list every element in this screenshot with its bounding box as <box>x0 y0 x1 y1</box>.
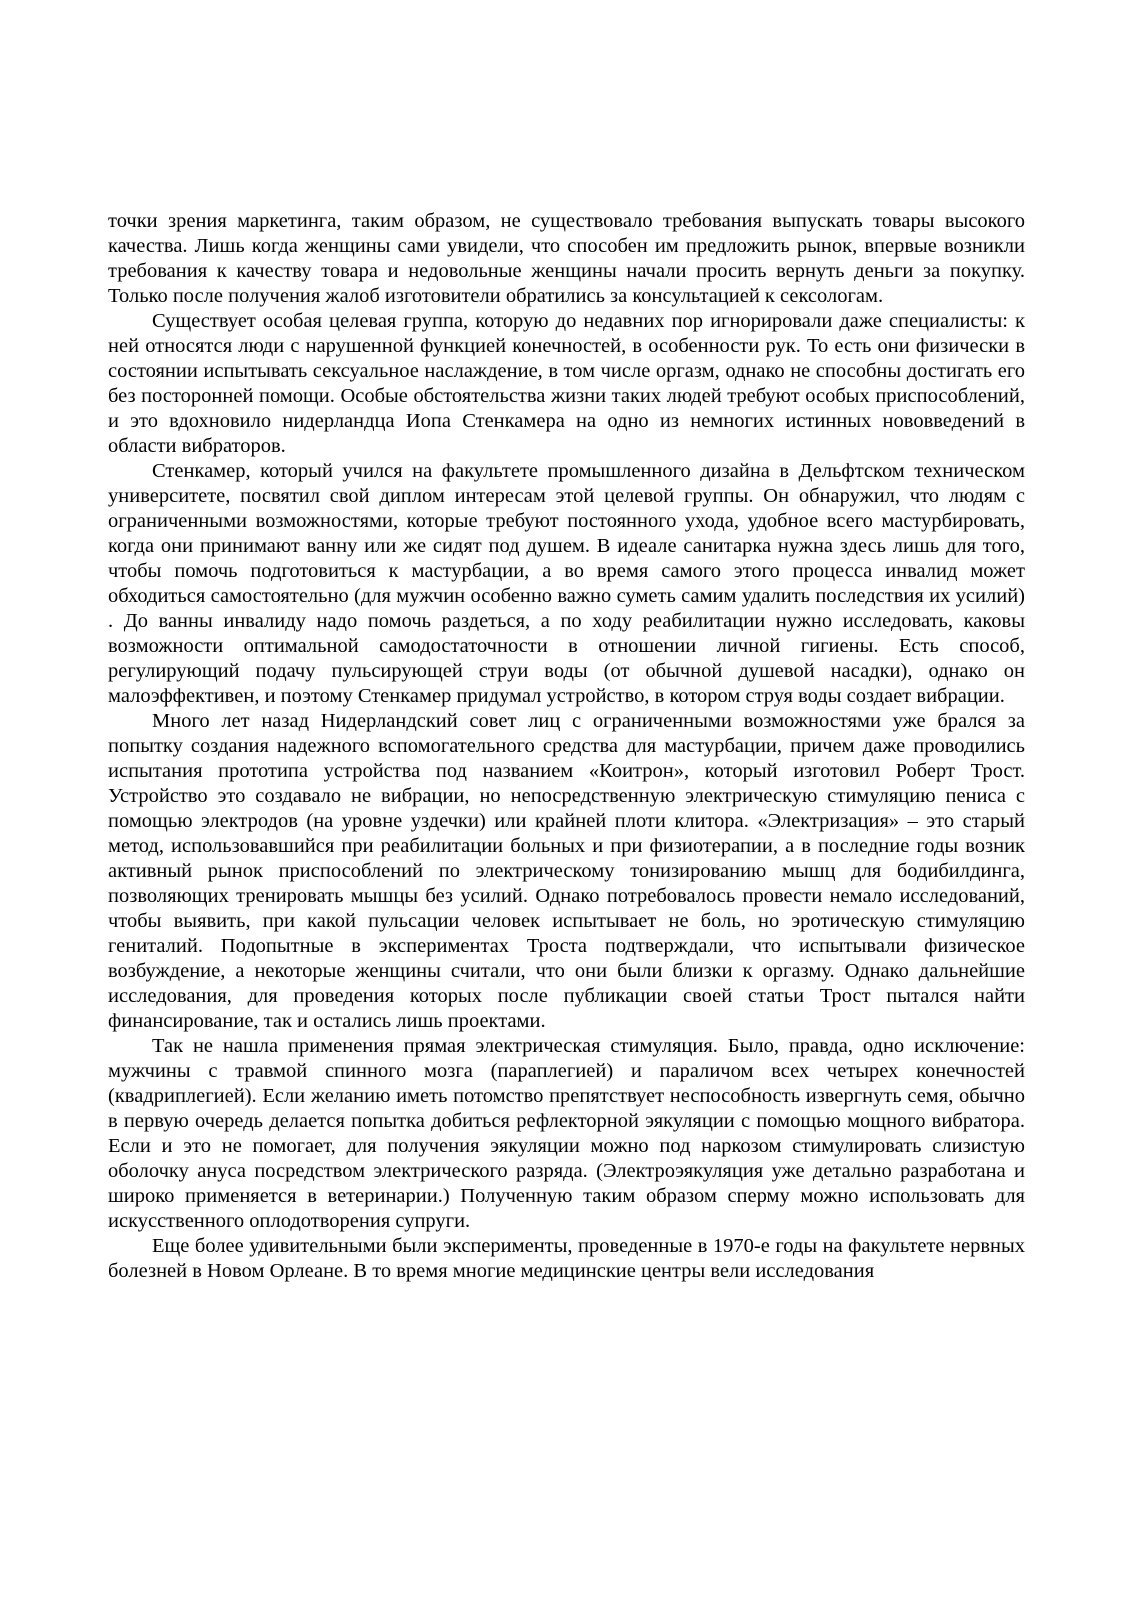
document-body <box>108 209 1025 1284</box>
paragraph: Много лет назад Нидерландский совет лиц с ограниченными возможностями уже брался за попытку создания надежного вспомогательного средства для мастурбации, причем даже проводились испытания прототипа устройства под названием «Коитрон», который изготовил Роберт Трост. Устройство это создавало не вибрации, но непосредственную электрическую стимуляцию пениса с помощью электродов (на уровне уздечки) или крайней плоти клитора. «Электризация» – это старый метод, использовавшийся при реабилитации больных и при физиотерапии, а в последние годы возник активный рынок приспособлений по электрическому тонизированию мышц для бодибилдинга, позволяющих тренировать мышцы без усилий. Однако потребовалось провести немало исследований, чтобы выявить, при какой пульсации человек испытывает не боль, но эротическую стимуляцию гениталий. Подопытные в экспериментах Троста подтверждали, что испытывали физическое возбуждение, а некоторые женщины считали, что они были близки к оргазму. Однако дальнейшие исследования, для проведения которых после публикации своей статьи Трост пытался найти финансирование, так и остались лишь проектами. <box>108 710 1025 1032</box>
paragraph: Еще более удивительными были эксперименты, проведенные в 1970-е годы на факультете нервных болезней в Новом Орлеане. В то время многие медицинские центры вели исследования <box>108 1235 1025 1282</box>
paragraph: точки зрения маркетинга, таким образом, не существовало требования выпускать товары высокого качества. Лишь когда женщины сами увидели, что способен им предложить рынок, впервые возникли требования к качеству товара и недовольные женщины начали просить вернуть деньги за покупку. Только после получения жалоб изготовители обратились за консультацией к сексологам. <box>108 210 1025 307</box>
paragraph: Стенкамер, который учился на факультете промышленного дизайна в Дельфтском техническом университете, посвятил свой диплом интересам этой целевой группы. Он обнаружил, что людям с ограниченными возможностями, которые требуют постоянного ухода, удобное всего мастурбировать, когда они принимают ванну или же сидят под душем. В идеале санитарка нужна здесь лишь для того, чтобы помочь подготовиться к мастурбации, а во время самого этого процесса инвалид может обходиться самостоятельно (для мужчин особенно важно суметь самим удалить последствия их усилий) . До ванны инвалиду надо помочь раздеться, а по ходу реабилитации нужно исследовать, каковы возможности оптимальной самодостаточности в отношении личной гигиены. Есть способ, регулирующий подачу пульсирующей струи воды (от обычной душевой насадки), однако он малоэффективен, и поэтому Стенкамер придумал устройство, в котором струя воды создает вибрации. <box>108 460 1025 707</box>
paragraph: Так не нашла применения прямая электрическая стимуляция. Было, правда, одно исключение: мужчины с травмой спинного мозга (параплегией) и параличом всех четырех конечностей (квадриплегией). Если желанию иметь потомство препятствует неспособность извергнуть семя, обычно в первую очередь делается попытка добиться рефлекторной эякуляции с помощью мощного вибратора. Если и это не помогает, для получения эякуляции можно под наркозом стимулировать слизистую оболочку ануса посредством электрического разряда. (Электроэякуляция уже детально разработана и широко применяется в ветеринарии.) Полученную таким образом сперму можно использовать для искусственного оплодотворения супруги. <box>108 1035 1025 1232</box>
paragraph: Существует особая целевая группа, которую до недавних пор игнорировали даже специалисты: к ней относятся люди с нарушенной функцией конечностей, в особенности рук. То есть они физически в состоянии испытывать сексуальное наслаждение, в том числе оргазм, однако не способны достигать его без посторонней помощи. Особые обстоятельства жизни таких людей требуют особых приспособлений, и это вдохновило нидерландца Иопа Стенкамера на одно из немногих истинных нововведений в области вибраторов. <box>108 310 1025 457</box>
